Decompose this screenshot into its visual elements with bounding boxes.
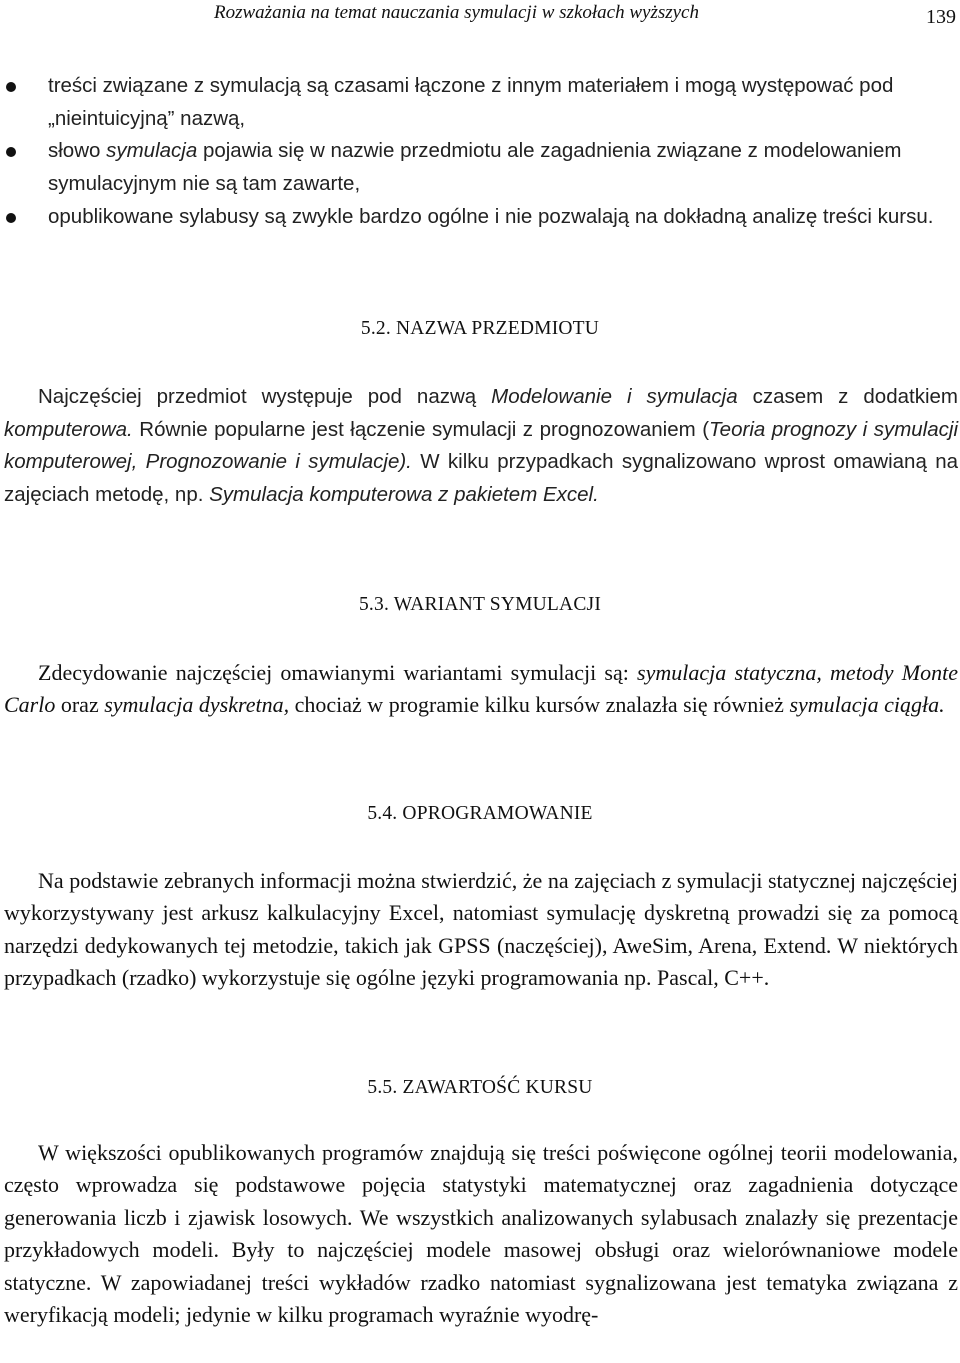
list-item: słowo symulacja pojawia się w nazwie przedmiotu ale zagadnienia związane z modelowaniem symulacyjnym nie są tam zawarte, <box>0 135 960 200</box>
paragraph-5-4 <box>4 865 958 995</box>
text-run: Równie popularne jest łączenie symulacji z prognozowaniem ( <box>132 417 710 441</box>
text-run: Zdecydowanie najczęściej omawianymi wariantami symulacji są: <box>38 660 638 685</box>
page-number: 139 <box>926 6 956 28</box>
text-run: symulacja ciągła. <box>789 692 945 718</box>
paragraph-5-3 <box>4 657 958 722</box>
section-heading-5-5: 5.5. ZAWARTOŚĆ KURSU <box>367 1077 593 1098</box>
bullet-list <box>0 70 960 234</box>
text-run: symulacja statyczna, metody Monte Carlo <box>4 660 958 718</box>
text-run: Teoria prognozy i symulacji komputerowej, Prognozowanie i symulacje). <box>4 417 958 474</box>
text-run: symulacja dyskretna, <box>104 692 290 718</box>
running-title: Rozważania na temat nauczania symulacji w szkołach wyższych <box>214 2 699 23</box>
text-run: Symulacja komputerowa z pakietem Excel. <box>209 483 599 507</box>
section-heading-5-3: 5.3. WARIANT SYMULACJI <box>358 594 602 615</box>
text-run: Najczęściej przedmiot występuje pod nazwą <box>38 385 492 408</box>
text-run: W większości opublikowanych programów znajdują się treści poświęcone ogólnej teorii modelowania, często wprowadza się podstawowe pojęcia statystyki matematycznej oraz zagadnienia dotyczące generowania liczb i zjawisk losowych. We wszystkich analizowanych sylabusach znalazły się prezentacje przykładowych modeli. Były to najczęściej modele masowej obsługi oraz wielorównaniowe modele statyczne. W zapowiadanej treści wykładów rzadko natomiast sygnalizowana jest tematyka związana z weryfikacją modeli; jedynie w kilku programach wyraźnie wyodrę- <box>4 1140 958 1328</box>
paragraph-5-2 <box>4 381 958 512</box>
text-run: chociaż w programie kilku kursów znalazła się również <box>289 692 790 718</box>
list-item: treści związane z symulacją są czasami łączone z innym materiałem i mogą występować pod „nieintuicyjną” nazwą, <box>0 70 960 135</box>
text-run: oraz <box>55 692 105 718</box>
section-heading-5-2: 5.2. NAZWA PRZEDMIOTU <box>360 318 600 339</box>
list-item: opublikowane sylabusy są zwykle bardzo ogólne i nie pozwalają na dokładną analizę treści kursu. <box>0 201 960 234</box>
text-run: czasem z dodatkiem <box>737 385 958 408</box>
page-header <box>0 2 960 32</box>
paragraph-5-5 <box>4 1137 958 1331</box>
text-run: Modelowanie i symulacja <box>491 385 738 408</box>
section-heading-5-4: 5.4. OPROGRAMOWANIE <box>367 803 593 824</box>
text-run: komputerowa. <box>4 417 133 441</box>
text-run: Na podstawie zebranych informacji można stwierdzić, że na zajęciach z symulacji statycznej najczęściej wykorzystywany jest arkusz kalkulacyjny Excel, natomiast symulację dyskretną prowadzi się za pomocą narzędzi dedykowanych tej metodzie, takich jak GPSS (naczęściej), AweSim, Arena, Extend. W niektórych przypadkach (rzadko) wykorzystuje się ogólne języki programowania np. Pascal, C++. <box>4 868 958 991</box>
text-run: W kilku przypadkach sygnalizowano wprost omawianą na zajęciach metodę, np. <box>4 450 958 507</box>
